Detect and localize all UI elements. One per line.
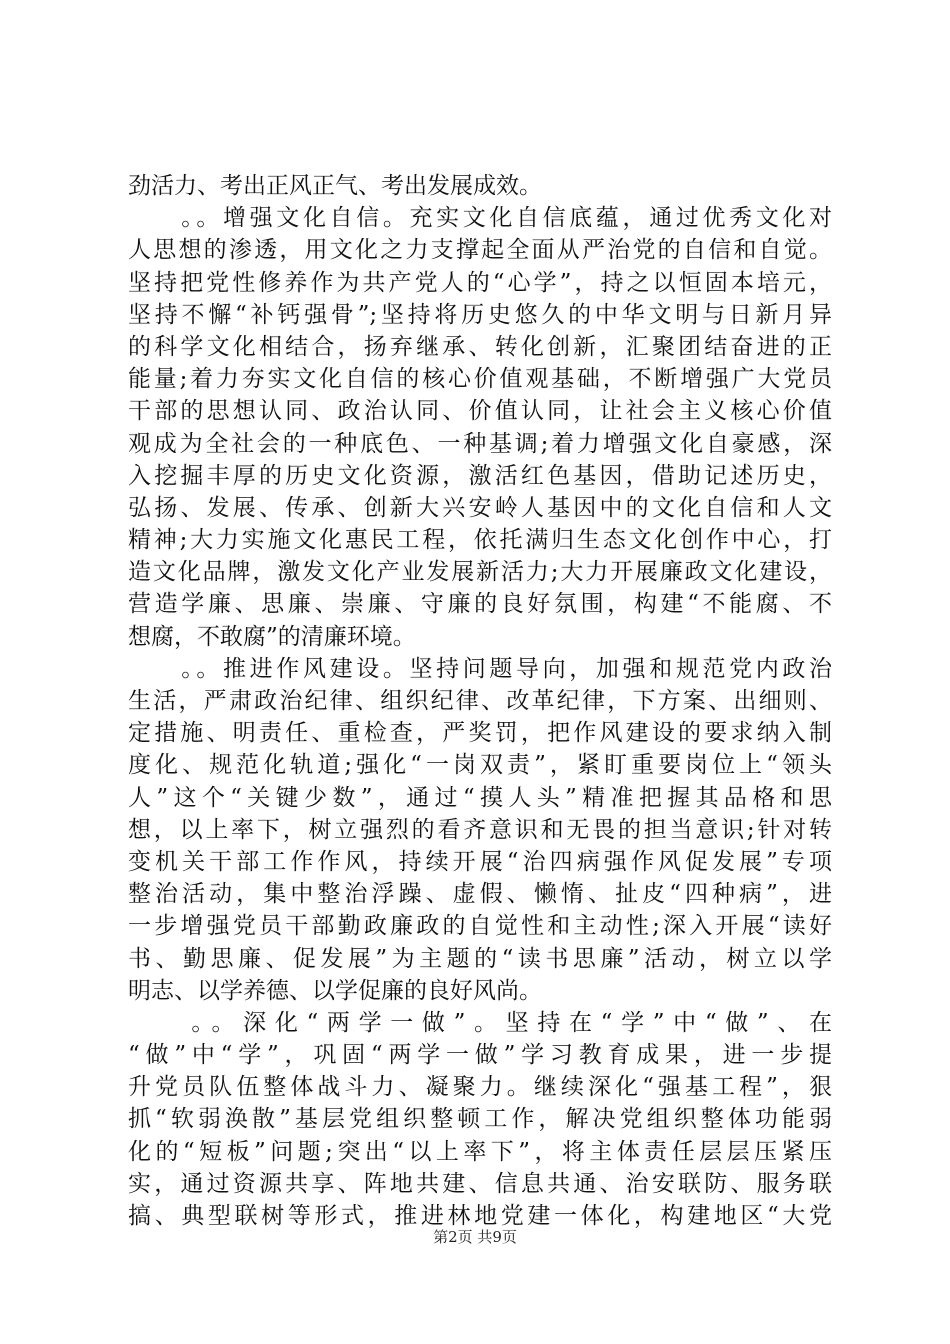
text-line: 生活，严肃政治纪律、组织纪律、改革纪律，下方案、出细则、 <box>128 688 832 714</box>
text-line: 坚持不懈“补钙强骨”;坚持将历史悠久的中华文明与日新月异 <box>128 301 832 328</box>
text-line: 能量;着力夯实文化自信的核心价值观基础，不断增强广大党员 <box>128 366 832 393</box>
text-line: 劲活力、考出正风正气、考出发展成效。 <box>128 173 542 199</box>
text-line: 弘扬、发展、传承、创新大兴安岭人基因中的文化自信和人文 <box>128 494 832 521</box>
text-line: 书、勤思廉、促发展”为主题的“读书思廉”活动，树立以学 <box>128 945 832 972</box>
text-line: 化的“短板”问题;突出“以上率下”，将主体责任层层压紧压 <box>128 1138 832 1165</box>
text-line: 想腐，不敢腐”的清廉环境。 <box>128 623 416 650</box>
text-line: 想，以上率下，树立强烈的看齐意识和无畏的担当意识;针对转 <box>128 816 832 843</box>
text-line: 一步增强党员干部勤政廉政的自觉性和主动性;深入开展“读好 <box>128 913 832 940</box>
text-line: 度化、规范化轨道;强化“一岗双责”，紧盯重要岗位上“领头 <box>128 752 832 779</box>
text-line: 定措施、明责任、重检查，严奖罚，把作风建设的要求纳入制 <box>128 720 832 747</box>
text-line: “做”中“学”，巩固“两学一做”学习教育成果，进一步提 <box>128 1042 832 1069</box>
text-line: 精神;大力实施文化惠民工程，依托满归生态文化创作中心，打 <box>128 527 832 554</box>
document-body <box>128 170 832 1232</box>
text-line: 。。增强文化自信。充实文化自信底蕴，通过优秀文化对 <box>128 205 832 232</box>
text-line: 整治活动，集中整治浮躁、虚假、懒惰、扯皮“四种病”，进 <box>128 881 832 908</box>
text-line: 坚持把党性修养作为共产党人的“心学”，持之以恒固本培元， <box>128 269 832 296</box>
text-line: 的科学文化相结合，扬弃继承、转化创新，汇聚团结奋进的正 <box>128 333 832 360</box>
text-line: 。。推进作风建设。坚持问题导向，加强和规范党内政治 <box>128 655 832 682</box>
text-line: 抓“软弱涣散”基层党组织整顿工作，解决党组织整体功能弱 <box>128 1106 832 1133</box>
page-footer: 第2页 共9页 <box>433 1228 517 1246</box>
text-line: 入挖掘丰厚的历史文化资源，激活红色基因，借助记述历史， <box>128 462 832 489</box>
text-line: 人思想的渗透，用文化之力支撑起全面从严治党的自信和自觉。 <box>128 237 832 264</box>
text-line: 干部的思想认同、政治认同、价值认同，让社会主义核心价值 <box>128 398 832 425</box>
text-line: 搞、典型联树等形式，推进林地党建一体化，构建地区“大党 <box>128 1203 832 1229</box>
text-line: 实，通过资源共享、阵地共建、信息共通、治安联防、服务联 <box>128 1170 832 1197</box>
text-line: 。。深化“两学一做”。坚持在“学”中“做”、在 <box>128 1009 832 1036</box>
text-line: 升党员队伍整体战斗力、凝聚力。继续深化“强基工程”，狠 <box>128 1074 832 1101</box>
text-line: 造文化品牌，激发文化产业发展新活力;大力开展廉政文化建设， <box>128 559 832 586</box>
text-line: 明志、以学养德、以学促廉的良好风尚。 <box>128 977 542 1004</box>
text-line: 营造学廉、思廉、崇廉、守廉的良好氛围，构建“不能腐、不 <box>128 591 832 618</box>
text-line: 变机关干部工作作风，持续开展“治四病强作风促发展”专项 <box>128 848 832 875</box>
text-line: 人”这个“关键少数”，通过“摸人头”精准把握其品格和思 <box>128 784 832 811</box>
text-line: 观成为全社会的一种底色、一种基调;着力增强文化自豪感，深 <box>128 430 832 457</box>
